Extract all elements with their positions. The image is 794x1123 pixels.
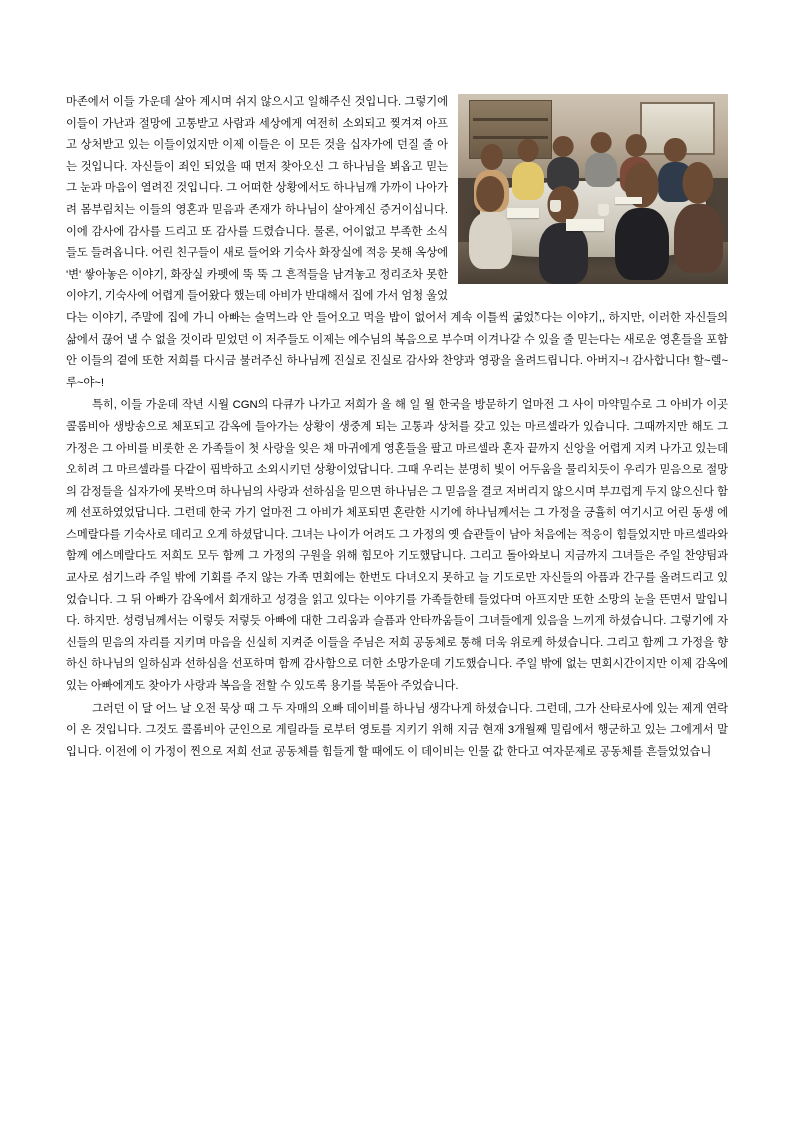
document-body <box>66 92 728 763</box>
photo-person <box>512 162 544 200</box>
group-meeting-photo <box>458 94 728 284</box>
paragraph-3: 그러던 이 달 어느 날 오전 묵상 때 그 두 자매의 오빠 데이비를 하나님 생각나게 하셨습니다. 그런데, 그가 산타로사에 있는 제게 연락이 온 것입니다. 그것도 콜롬비아 군인으로 게릴라들 로부터 영토를 지키기 위해 지금 현재 3개월째 밀림에서 행군하고 있는 그에게서 말입니다. 이전에 이 가정이 찐으로 저희 선교 공동체를 힘들게 할 때에도 이 데이비는 인물 값 한다고 여자문제로 공동체를 흔들었었습니 <box>66 702 728 758</box>
photo-person <box>469 212 512 269</box>
paragraph-2: 특히, 이들 가운데 작년 시월 CGN의 다큐가 나가고 저희가 올 해 일 월 한국을 방문하기 얼마전 그 사이 마약밀수로 그 아비가 이곳 콜롬비아 생방송으로 체포되고 감옥에 들아가는 상황이 생중계 되는 고통과 상처를 갖고 있는 마르셀라가 있습니다. 그때까지만 해도 그 가정은 그 아비를 비롯한 온 가족들이 첫 사랑을 잊은 채 마귀에게 영혼들을 팔고 마르셀라 혼자 끝까지 신앙을 어렵게 지켜 나가고 있는데 오히려 그 마르셀라를 다같이 핍박하고 소외시키던 상황이었답니다. 그때 우리는 분명히 빛이 어두움을 물리치듯이 우리가 믿음으로 절망의 감정들을 십자가에 못박으며 하나님의 사랑과 선하심을 믿으면 하나님은 그 믿음을 결코 저버리지 않으시며 부끄럽게 두지 않으신다 함께 선포하였었답니다. 그런데 한국 가기 얼마전 그 아비가 체포되면 혼란한 시기에 하나님께서는 그 가정을 긍휼히 여기시고 어린 동생 에스메랄다를 기숙사로 데리고 오게 하셨답니다. 그녀는 나이가 어려도 그 가정의 옛 습관들이 남아 처음에는 적응이 힘들었지만 마르셀라와 함께 에스메랄다도 저희도 모두 함께 그 가정의 구원을 위해 힘모아 기도했답니다. 그리고 돌아와보니 지금까지 그녀들은 주일 찬양팀과 교사로 섬기느라 주일 밖에 기회를 주지 않는 가족 면회에는 한번도 다녀오지 못하고 늘 기도로만 자신들의 아픔과 간구를 올려드리고 있었습니다. 그 뒤 아빠가 감옥에서 회개하고 성경을 읽고 있다는 이야기를 가족들한테 들었다며 아프지만 또한 소망의 눈을 뜬면서 말입니다. 하지만. 성령님께서는 이렇듯 저렇듯 아빠에 대한 그리움과 슬픔과 안타까움들이 그녀들에게 있음을 느끼게 하셨습니다. 그렇기에 자신들의 믿음의 자리를 지키며 마음을 신실히 지켜준 이들을 주님은 저희 공동체로 통해 더욱 위로케 하셨습니다. 그리고 함께 그 가정을 향하신 하나님의 일하심과 선하심을 선포하며 함께 감사함으로 더한 소망가운데 기도했습니다. 주일 밖에 없는 면회시간이지만 이제 감옥에 있는 아빠에게도 찾아가 사랑과 복음을 전할 수 있도록 용기를 북돋아 주었습니다. <box>66 399 728 693</box>
photo-person <box>615 208 669 280</box>
paragraph-1: 마존에서 이들 가운데 살아 계시며 쉬지 않으시고 일해주신 것입니다. 그렇기에 이들이 가난과 절망에 고통받고 사람과 세상에게 여전히 소외되고 찢겨져 아프고 상처받고 있는 이들이었지만 이제 이들은 이 모든 것을 십자가에 던질 줄 아는 것입니다. 자신들이 죄인 되었을 때 먼저 찾아오신 그 하나님을 뵈옵고 믿는 그 눈과 마음이 열려진 것입니다. 그 어떠한 상황에서도 하나님깨 가까이 나아가려 몸부림치는 이들의 영혼과 믿음과 존재가 하나님이 살아계신 증거이십니다. 이에 감사에 감사를 드리고 또 감사를 드렸습니다. 물론, 어이없고 부족한 소식들도 들려옵니다. 어린 친구들이 새로 들어와 기숙사 화장실에 적응 못해 옥상에 '변' 쌓아놓은 이야기, 화장실 카펫에 뚝 뚝 그 흔적들을 남겨놓고 정리조차 못한 이야기, 기숙사에 어렵게 들어왔다 했는데 아비가 반대해서 집에 가서 엄청 울었다는 이야기, 주말에 집에 가니 아빠는 술먹느라 안 들어오고 먹을 밥이 없어서 계속 이틀씩 굶었ैं다는 이야기,, 하지만, 이러한 자신들의 삶에서 끊어 낼 수 없을 것이라 믿었던 이 저주들도 이제는 에수님의 복음으로 부수며 이겨나갈 수 있을 줄 믿는다는 새로운 영혼들을 포함안 이들의 곁에 또한 저희를 다시금 불러주신 하나님께 진실로 진실로 감사와 찬양과 영광을 올려드립니다. 아버지~! 감사합니다! 할~렐~루~야~! <box>66 96 728 389</box>
photo-frame <box>458 94 728 284</box>
photo-cup <box>550 200 561 211</box>
photo-person <box>674 204 723 272</box>
photo-paper <box>507 208 539 218</box>
photo-paper <box>566 219 604 230</box>
photo-person <box>585 153 617 187</box>
photo-paper <box>615 197 642 205</box>
photo-cup <box>598 204 609 215</box>
photo-person <box>539 223 588 284</box>
